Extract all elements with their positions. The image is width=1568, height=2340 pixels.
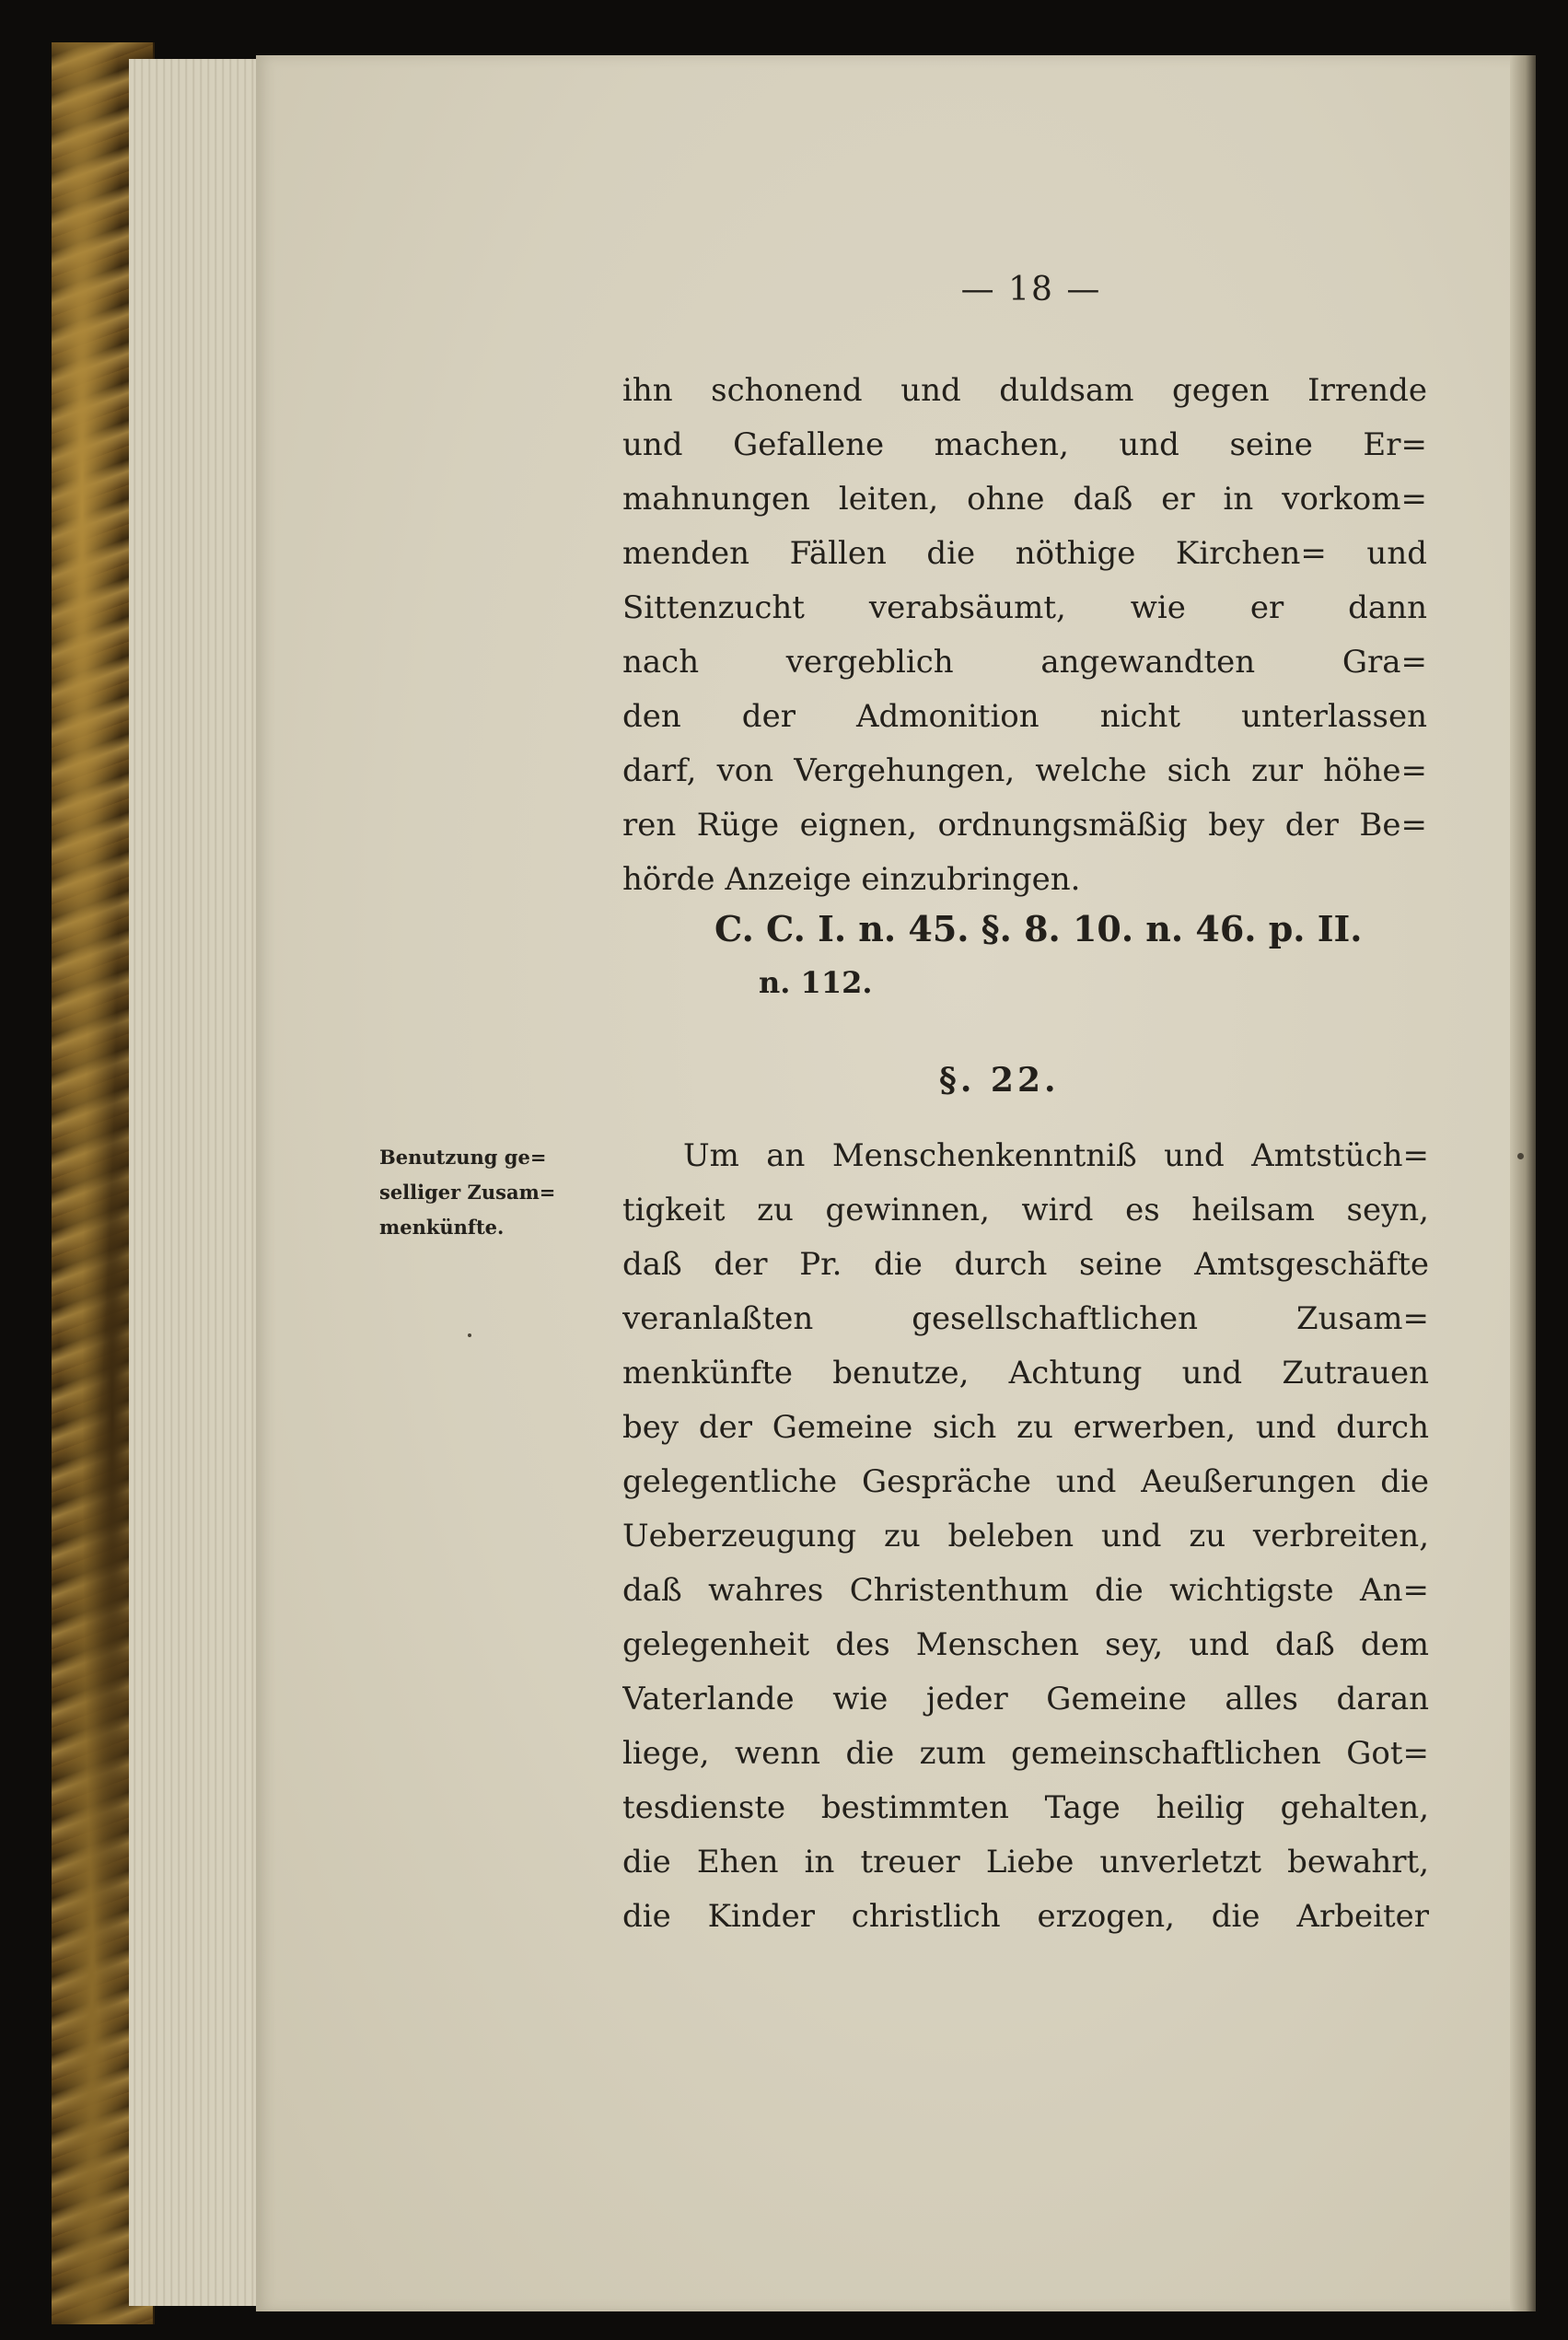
ink-speck (468, 1333, 471, 1337)
section-heading: §. 22. (939, 1061, 1060, 1100)
section-body (622, 1129, 1429, 1944)
text-line: bey der Gemeine sich zu erwerben, und durch (622, 1409, 1429, 1446)
text-line: die Kinder christlich erzogen, die Arbeiter (622, 1898, 1429, 1935)
text-line: tesdienste bestimmten Tage heilig gehalten, (622, 1789, 1429, 1826)
page-edges (129, 59, 259, 2306)
text-line: Vaterlande wie jeder Gemeine alles daran (622, 1681, 1429, 1717)
text-line: daß der Pr. die durch seine Amtsgeschäfte (622, 1246, 1429, 1283)
citation-line: n. 112. (759, 965, 873, 1000)
text-line: nach vergeblich angewandten Gra= (622, 644, 1427, 681)
text-line: menkünfte benutze, Achtung und Zutrauen (622, 1355, 1429, 1391)
text-line: gelegentliche Gespräche und Aeußerungen die (622, 1463, 1429, 1500)
text-line: menden Fällen die nöthige Kirchen= und (622, 535, 1427, 572)
citation-line: C. C. I. n. 45. §. 8. 10. n. 46. p. II. (714, 908, 1363, 949)
text-line: ren Rüge eignen, ordnungsmäßig bey der Be= (622, 807, 1427, 844)
margin-note (379, 1140, 611, 1245)
text-line: tigkeit zu gewinnen, wird es heilsam seyn, (622, 1192, 1429, 1228)
text-line: und Gefallene machen, und seine Er= (622, 426, 1427, 463)
margin-note-line: menkünfte. (379, 1216, 505, 1239)
text-line: mahnungen leiten, ohne daß er in vorkom= (622, 481, 1427, 518)
ink-speck (1517, 1153, 1524, 1159)
text-line: hörde Anzeige einzubringen. (622, 861, 1081, 898)
text-line: Ueberzeugung zu beleben und zu verbreiten, (622, 1518, 1429, 1554)
citation (714, 902, 1427, 1009)
text-line: Sittenzucht verabsäumt, wie er dann (622, 589, 1427, 626)
binding-gutter (1510, 55, 1536, 2311)
text-line: liege, wenn die zum gemeinschaftlichen Got= (622, 1735, 1429, 1772)
margin-note-line: Benutzung ge= (379, 1146, 547, 1169)
text-line: gelegenheit des Menschen sey, und daß dem (622, 1626, 1429, 1663)
text-line: darf, von Vergehungen, welche sich zur höhe= (622, 752, 1427, 789)
margin-note-line: selliger Zusam= (379, 1181, 556, 1204)
text-line: den der Admonition nicht unterlassen (622, 698, 1427, 735)
text-line: daß wahres Christenthum die wichtigste An= (622, 1572, 1429, 1609)
text-line: veranlaßten gesellschaftlichen Zusam= (622, 1300, 1429, 1337)
page-number: — 18 — (960, 271, 1102, 309)
text-line: Um an Menschenkenntniß und Amtstüch= (683, 1137, 1429, 1174)
text-line: ihn schonend und duldsam gegen Irrende (622, 372, 1427, 409)
text-line: die Ehen in treuer Liebe unverletzt bewahrt, (622, 1844, 1429, 1880)
paragraph-continued (622, 364, 1427, 907)
